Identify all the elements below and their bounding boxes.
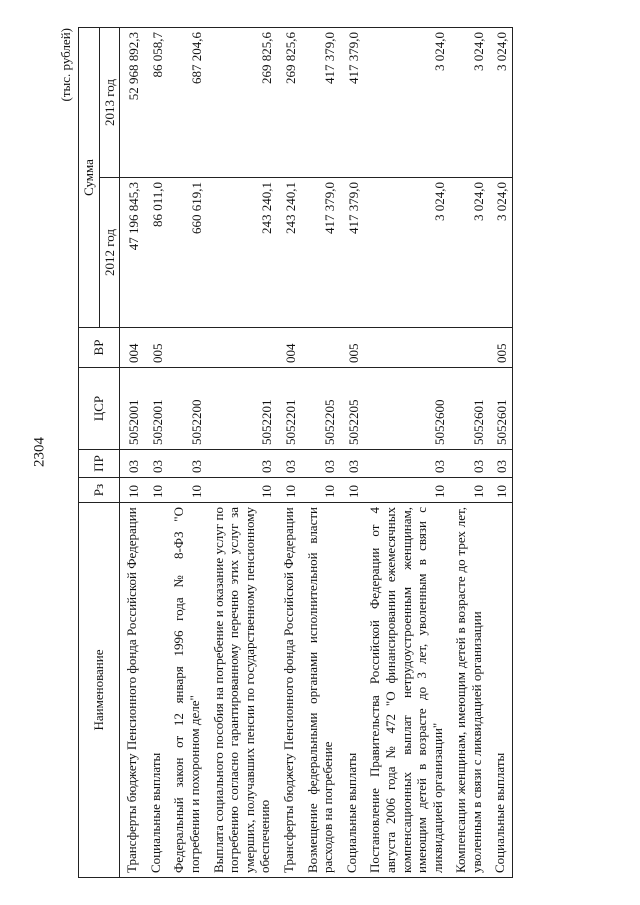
row-vr: 005 <box>340 328 364 368</box>
row-csr: 5052001 <box>144 368 168 450</box>
row-name: Выплата социального пособия на погребение и оказание услуг по погребению согласно гарантированному перечню этих услуг за умерших, получавших пенсии по государственному пенсионному обеспечению <box>207 503 277 878</box>
row-2013: 3 024,0 <box>363 28 449 178</box>
row-name: Компенсации женщинам, имеющим детей в возрасте до трех лет, уволенным в связи с ликвидацией организации <box>449 503 488 878</box>
row-vr: 005 <box>144 328 168 368</box>
row-vr <box>167 328 206 368</box>
row-name: Социальные выплаты <box>488 503 512 878</box>
row-vr: 004 <box>277 328 301 368</box>
row-2012: 243 240,1 <box>207 178 277 328</box>
row-2013: 417 379,0 <box>340 28 364 178</box>
row-2013: 52 968 892,3 <box>120 28 144 178</box>
row-2012: 243 240,1 <box>277 178 301 328</box>
row-rz: 10 <box>363 478 449 503</box>
row-name: Трансферты бюджету Пенсионного фонда Российской Федерации <box>277 503 301 878</box>
table-row <box>144 28 168 878</box>
row-2012: 3 024,0 <box>449 178 488 328</box>
row-name: Постановление Правительства Российской Федерации от 4 августа 2006 года № 472 "О финансировании ежемесячных компенсационных выплат нетрудоустроенным женщинам, имеющим детей в возрасте до 3 лет, уволенным в связи с ликвидацией организации" <box>363 503 449 878</box>
row-csr: 5052001 <box>120 368 144 450</box>
row-pr: 03 <box>488 450 512 478</box>
row-2012: 417 379,0 <box>301 178 340 328</box>
table-body <box>120 28 513 878</box>
table-row <box>120 28 144 878</box>
row-pr: 03 <box>144 450 168 478</box>
header-csr: ЦСР <box>79 368 120 450</box>
row-pr: 03 <box>207 450 277 478</box>
row-pr: 03 <box>363 450 449 478</box>
row-2012: 417 379,0 <box>340 178 364 328</box>
row-name: Трансферты бюджету Пенсионного фонда Российской Федерации <box>120 503 144 878</box>
table-row <box>340 28 364 878</box>
row-vr: 005 <box>488 328 512 368</box>
row-rz: 10 <box>301 478 340 503</box>
header-name: Наименование <box>79 503 120 878</box>
row-pr: 03 <box>167 450 206 478</box>
header-rz: Рз <box>79 478 120 503</box>
row-name: Социальные выплаты <box>144 503 168 878</box>
row-name: Социальные выплаты <box>340 503 364 878</box>
page-number-text: 2304 <box>31 437 48 467</box>
table-row <box>207 28 277 878</box>
rotated-sheet <box>58 28 558 878</box>
row-rz: 10 <box>277 478 301 503</box>
row-2013: 417 379,0 <box>301 28 340 178</box>
row-pr: 03 <box>301 450 340 478</box>
header-sum: Сумма <box>79 28 100 328</box>
header-2012: 2012 год <box>99 178 120 328</box>
row-csr: 5052201 <box>207 368 277 450</box>
row-2013: 269 825,6 <box>207 28 277 178</box>
row-vr <box>449 328 488 368</box>
units-label: (тыс. рублей) <box>58 28 73 102</box>
row-2013: 269 825,6 <box>277 28 301 178</box>
row-2013: 687 204,6 <box>167 28 206 178</box>
row-vr <box>363 328 449 368</box>
row-rz: 10 <box>488 478 512 503</box>
row-csr: 5052205 <box>340 368 364 450</box>
table-header <box>79 28 120 878</box>
row-csr: 5052201 <box>277 368 301 450</box>
row-name: Возмещение федеральными органами исполнительной власти расходов на погребение <box>301 503 340 878</box>
row-rz: 10 <box>144 478 168 503</box>
row-csr: 5052205 <box>301 368 340 450</box>
row-pr: 03 <box>277 450 301 478</box>
row-name: Федеральный закон от 12 января 1996 года № 8-ФЗ "О погребении и похоронном деле" <box>167 503 206 878</box>
row-rz: 10 <box>120 478 144 503</box>
table-row <box>277 28 301 878</box>
row-csr: 5052200 <box>167 368 206 450</box>
row-2012: 3 024,0 <box>363 178 449 328</box>
table-row <box>449 28 488 878</box>
row-rz: 10 <box>207 478 277 503</box>
header-vr: ВР <box>79 328 120 368</box>
row-vr <box>207 328 277 368</box>
row-csr: 5052601 <box>488 368 512 450</box>
row-2013: 3 024,0 <box>449 28 488 178</box>
row-2012: 47 196 845,3 <box>120 178 144 328</box>
budget-table <box>78 27 513 878</box>
row-vr: 004 <box>120 328 144 368</box>
row-2013: 86 058,7 <box>144 28 168 178</box>
row-2013: 3 024,0 <box>488 28 512 178</box>
row-rz: 10 <box>449 478 488 503</box>
table-row <box>363 28 449 878</box>
row-pr: 03 <box>120 450 144 478</box>
row-vr <box>301 328 340 368</box>
row-2012: 86 011,0 <box>144 178 168 328</box>
row-pr: 03 <box>449 450 488 478</box>
table-row <box>301 28 340 878</box>
header-2013: 2013 год <box>99 28 120 178</box>
table-row <box>488 28 512 878</box>
row-rz: 10 <box>340 478 364 503</box>
table-row <box>167 28 206 878</box>
row-2012: 3 024,0 <box>488 178 512 328</box>
header-pr: ПР <box>79 450 120 478</box>
row-csr: 5052600 <box>363 368 449 450</box>
row-rz: 10 <box>167 478 206 503</box>
row-csr: 5052601 <box>449 368 488 450</box>
row-pr: 03 <box>340 450 364 478</box>
row-2012: 660 619,1 <box>167 178 206 328</box>
